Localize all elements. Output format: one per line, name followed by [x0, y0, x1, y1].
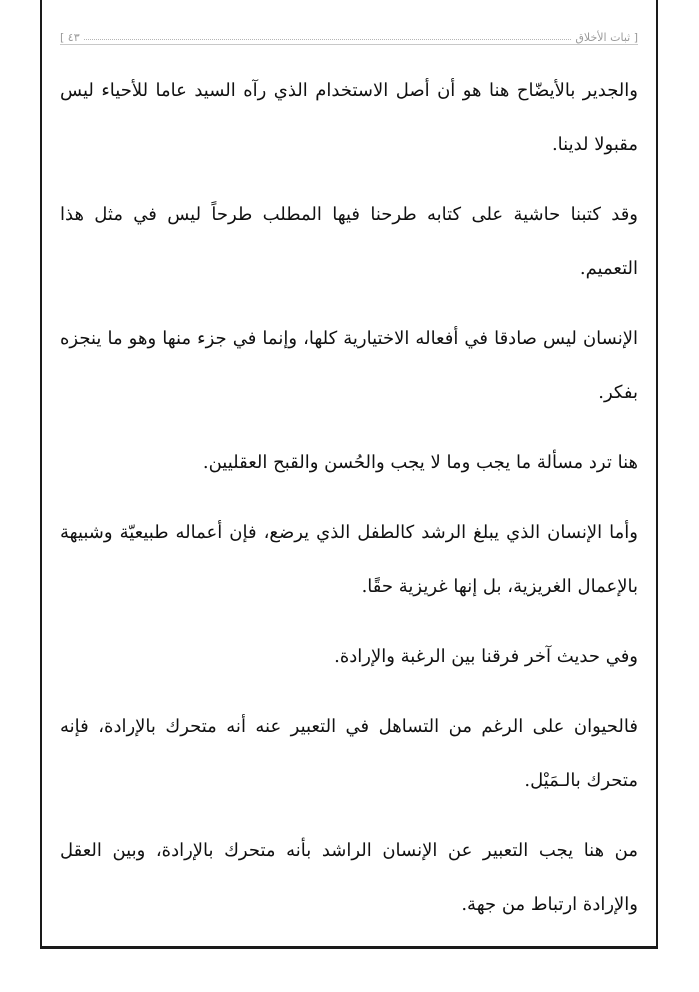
paragraph: الإنسان ليس صادقا في أفعاله الاختيارية كلها، وإنما في جزء منها وهو ما ينجزه بفكر.	[60, 328, 638, 403]
header-dotted-leader	[84, 38, 572, 40]
paragraph: فالحيوان على الرغم من التساهل في التعبير عنه أنه متحرك بالإرادة، فإنه متحرك بالـمَيْل.	[60, 716, 638, 791]
header-page-number: ٤٣ ]	[60, 31, 80, 44]
paragraph: من هنا يجب التعبير عن الإنسان الراشد بأنه متحرك بالإرادة، وبين العقل والإرادة ارتباط من جهة.	[60, 840, 638, 915]
body-text	[60, 64, 638, 948]
paragraph: والجدير بالأيضّاح هنا هو أن أصل الاستخدام الذي رآه السيد عاما للأحياء ليس مقبولا لدينا.	[60, 80, 638, 155]
paragraph: وأما الإنسان الذي يبلغ الرشد كالطفل الذي يرضع، فإن أعماله طبيعيّة وشبيهة بالإعمال الغريزية، بل إنها غريزية حقًا.	[60, 522, 638, 597]
paragraph: هنا ترد مسألة ما يجب وما لا يجب والحُسن والقبح العقليين.	[202, 452, 638, 473]
header-title: [ ثبات الأخلاق	[575, 31, 638, 44]
paragraph: وفي حديث آخر فرقنا بين الرغبة والإرادة.	[334, 646, 638, 667]
running-header	[60, 20, 638, 45]
paragraph: وقد كتبنا حاشية على كتابه طرحنا فيها المطلب طرحاً ليس في مثل هذا التعميم.	[60, 204, 638, 279]
